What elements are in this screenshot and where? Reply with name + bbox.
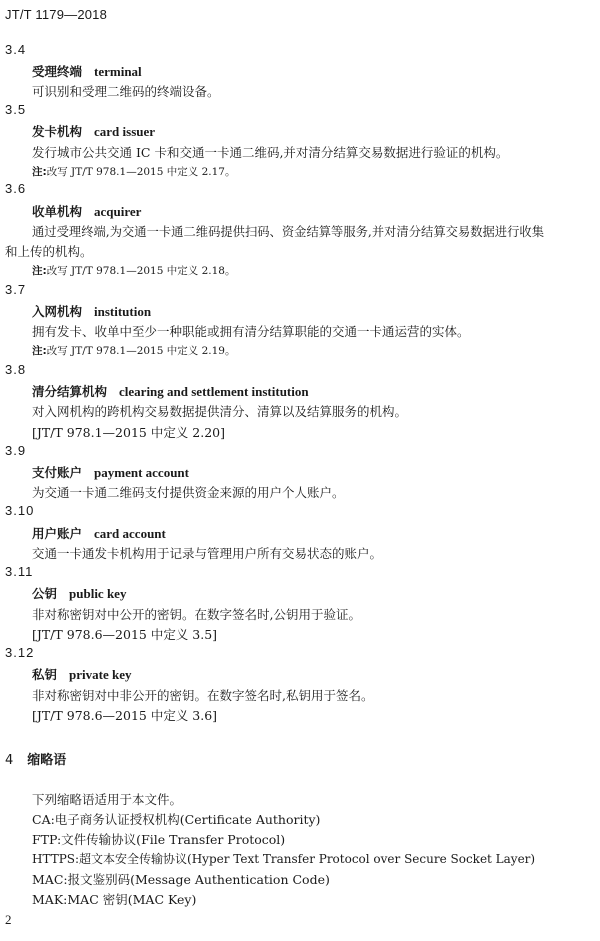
term-definition-cont: 和上传的机构。: [5, 244, 93, 259]
note-text: 改写 JT/T 978.1—2015 中定义 2.19。: [46, 345, 236, 357]
note-label: 注:: [32, 345, 47, 357]
clause-number: 3.8: [5, 362, 27, 377]
term-source: [JT/T 978.6—2015 中定义 3.6]: [32, 708, 218, 723]
term-heading: [32, 302, 151, 320]
term-zh: 公钥: [32, 586, 58, 601]
section-title: 缩略语: [27, 753, 67, 768]
clause-number: 3.9: [5, 443, 27, 458]
section-intro: 下列缩略语适用于本文件。: [32, 792, 183, 807]
note-text: 改写 JT/T 978.1—2015 中定义 2.17。: [46, 166, 236, 178]
term-heading: [32, 202, 141, 220]
term-heading: [32, 463, 189, 481]
term-definition: 通过受理终端,为交通一卡通二维码提供扫码、资金结算等服务,并对清分结算交易数据进行收集: [32, 225, 544, 239]
term-heading: [32, 62, 142, 80]
term-heading: [32, 584, 126, 602]
term-definition: 为交通一卡通二维码支付提供资金来源的用户个人账户。: [32, 485, 345, 500]
term-definition: 对入网机构的跨机构交易数据提供清分、清算以及结算服务的机构。: [32, 404, 408, 419]
term-zh: 用户账户: [32, 526, 83, 541]
term-en: public key: [69, 586, 127, 601]
term-heading: [32, 122, 155, 140]
term-zh: 支付账户: [32, 465, 83, 480]
term-definition: 可识别和受理二维码的终端设备。: [32, 84, 220, 99]
term-heading: [32, 524, 166, 542]
term-en: payment account: [94, 465, 189, 480]
term-heading: [32, 665, 131, 683]
clause-number: 3.6: [5, 181, 27, 196]
term-zh: 发卡机构: [32, 124, 83, 139]
term-zh: 入网机构: [32, 304, 83, 319]
clause-number: 3.4: [5, 42, 27, 57]
term-en: card issuer: [94, 124, 156, 139]
abbreviation-item: HTTPS:超文本安全传输协议(Hyper Text Transfer Protocol over Secure Socket Layer): [32, 852, 536, 866]
term-en: institution: [94, 304, 152, 319]
term-en: private key: [69, 667, 132, 682]
clause-number: 3.12: [5, 645, 35, 660]
term-source: [JT/T 978.1—2015 中定义 2.20]: [32, 425, 225, 440]
abbreviation-item: MAC:报文鉴别码(Message Authentication Code): [32, 872, 330, 887]
term-zh: 受理终端: [32, 64, 83, 79]
section-number: 4: [5, 753, 14, 768]
term-definition: 非对称密钥对中非公开的密钥。在数字签名时,私钥用于签名。: [32, 688, 374, 703]
note-label: 注:: [32, 166, 47, 178]
term-note: [32, 263, 235, 278]
section-heading: [5, 749, 66, 768]
abbreviation-item: CA:电子商务认证授权机构(Certificate Authority): [32, 812, 321, 827]
term-heading: [32, 382, 309, 400]
clause-number: 3.7: [5, 282, 27, 297]
term-zh: 收单机构: [32, 204, 83, 219]
term-en: terminal: [94, 64, 142, 79]
term-zh: 私钥: [32, 667, 58, 682]
clause-number: 3.10: [5, 503, 35, 518]
term-source: [JT/T 978.6—2015 中定义 3.5]: [32, 627, 218, 642]
clause-number: 3.11: [5, 564, 34, 579]
term-definition: 发行城市公共交通 IC 卡和交通一卡通二维码,并对清分结算交易数据进行验证的机构。: [32, 145, 509, 160]
note-label: 注:: [32, 265, 47, 277]
term-definition: 拥有发卡、收单中至少一种职能或拥有清分结算职能的交通一卡通运营的实体。: [32, 324, 470, 339]
term-note: [32, 164, 235, 179]
term-note: [32, 343, 235, 358]
standard-header: JT/T 1179—2018: [5, 7, 108, 22]
term-definition: 交通一卡通发卡机构用于记录与管理用户所有交易状态的账户。: [32, 546, 383, 561]
term-en: card account: [94, 526, 166, 541]
term-en: acquirer: [94, 204, 142, 219]
term-definition: 非对称密钥对中公开的密钥。在数字签名时,公钥用于验证。: [32, 607, 361, 622]
clause-number: 3.5: [5, 102, 27, 117]
abbreviation-item: FTP:文件传输协议(File Transfer Protocol): [32, 832, 286, 847]
term-zh: 清分结算机构: [32, 384, 108, 399]
page-number: 2: [5, 912, 12, 927]
abbreviation-item: MAK:MAC 密钥(MAC Key): [32, 892, 197, 907]
note-text: 改写 JT/T 978.1—2015 中定义 2.18。: [46, 265, 236, 277]
term-en: clearing and settlement institution: [119, 384, 309, 399]
